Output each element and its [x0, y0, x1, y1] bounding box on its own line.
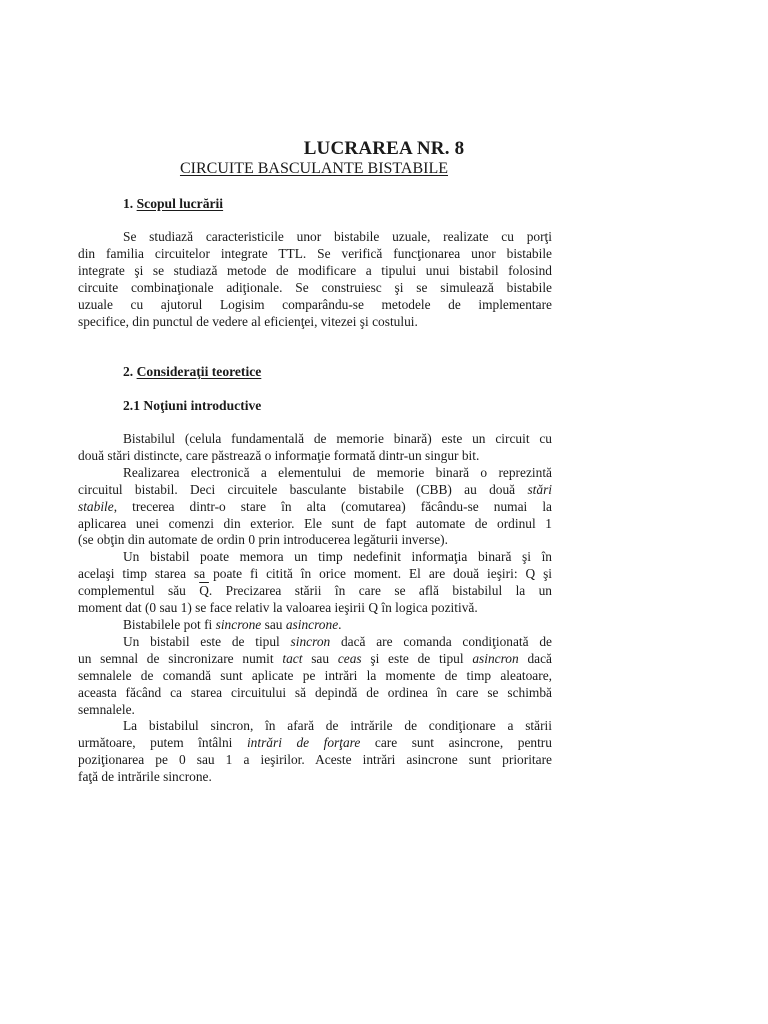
section-2-1-heading: 2.1 Noţiuni introductive — [123, 398, 262, 413]
section-1-heading — [123, 196, 223, 212]
text-line: semnalele. — [78, 701, 135, 717]
text-line: următoare, putem întâlni intrări de forţare care sunt asincrone, pentru — [78, 735, 552, 751]
text-line: acelaşi timp starea sa poate fi citită în orice moment. El are două ieşiri: Q şi — [78, 566, 552, 582]
text-line: Se studiază caracteristicile unor bistabile uzuale, realizate cu porţi — [123, 229, 552, 244]
text-line: integrate şi se studiază metode de modificare a tipului unui bistabil folosind — [78, 262, 552, 278]
text-line: Un bistabil poate memora un timp nedefinit informaţia binară şi în — [123, 549, 552, 565]
text-line: semnalele de comandă sunt aplicate pe intrări la momente de timp aleatoare, — [78, 667, 552, 683]
text-line: două stări distincte, care păstrează o informaţie formată dintr-un singur bit. — [78, 447, 480, 463]
section-2-1-body — [78, 431, 552, 786]
text-line: Un bistabil este de tipul sincron dacă are comanda condiţionată de — [123, 633, 552, 649]
text-line: uzuale cu ajutorul Logisim comparându-se metodele de implementare — [78, 296, 552, 312]
text-line: La bistabilul sincron, în afară de intrările de condiţionare a stării — [123, 718, 552, 734]
text-line: din familia circuitelor integrate TTL. Se verifică funcţionarea unor bistabile — [78, 245, 552, 261]
section-1-title: Scopul lucrării — [136, 196, 224, 211]
section-2-heading — [123, 364, 261, 380]
text-line: specifice, din punctul de vedere al eficienţei, vitezei şi costului. — [78, 313, 418, 329]
page-title: LUCRAREA NR. 8 — [303, 138, 465, 159]
text-line: Bistabilul (celula fundamentală de memorie binară) este un circuit cu — [123, 431, 552, 446]
section-2-title: Consideraţii teoretice — [136, 364, 262, 379]
section-2-number: 2. — [123, 364, 134, 379]
text-line: stabile, trecerea dintr-o stare în alta (comutarea) făcându-se numai la — [78, 498, 552, 514]
text-line: circuite combinaţionale adiţionale. Se construiesc şi se simulează bistabile — [78, 279, 552, 295]
text-line: un semnal de sincronizare numit tact sau ceas şi este de tipul asincron dacă — [78, 650, 552, 666]
page-subtitle: CIRCUITE BASCULANTE BISTABILE — [179, 160, 449, 177]
text-line: aplicarea unei comenzi din exterior. Ele sunt de fapt automate de ordinul 1 — [78, 515, 552, 531]
text-line: aceasta făcând ca starea circuitului să depindă de ordinea în care se schimbă — [78, 684, 552, 700]
text-line: (se obţin din automate de ordin 0 prin introducerea legăturii inverse). — [78, 532, 448, 548]
q-complement-symbol: $\overline{Q}$ — [199, 583, 209, 599]
text-line: moment dat (0 sau 1) se face relativ la valoarea ieşirii Q în logica pozitivă. — [78, 600, 478, 616]
text-line: Bistabilele pot fi sincrone sau asincrone. — [123, 616, 342, 632]
text-line: complementul său $\overline{Q}$. Precizarea stării în care se află bistabilul la un — [78, 583, 552, 599]
text-line: circuitul bistabil. Deci circuitele basculante bistabile (CBB) au două stări — [78, 481, 552, 497]
text-line: poziţionarea pe 0 sau 1 a ieşirilor. Aceste intrări asincrone sunt prioritare — [78, 752, 552, 768]
section-1-paragraph — [78, 229, 552, 330]
section-1-number: 1. — [123, 196, 134, 211]
text-line: Realizarea electronică a elementului de memorie binară o reprezintă — [123, 464, 552, 480]
text-line: faţă de intrările sincrone. — [78, 769, 212, 785]
